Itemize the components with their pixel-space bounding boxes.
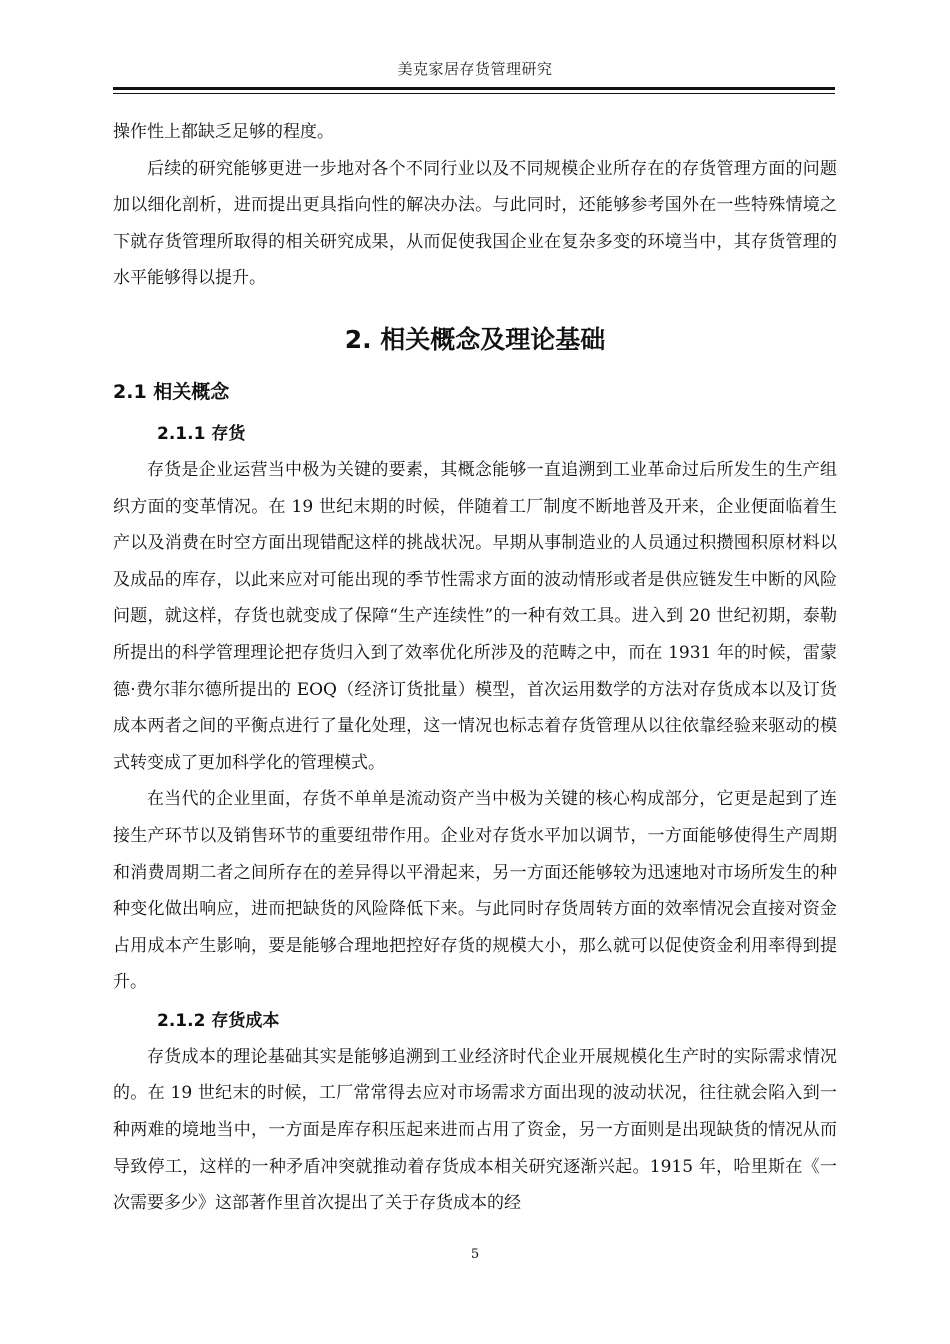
page-number: 5 <box>470 1247 480 1262</box>
page-body <box>113 114 837 1222</box>
header-rule-thick <box>113 87 835 90</box>
section-heading-2-1: 2.1 相关概念 <box>113 380 230 403</box>
header-rule-thin <box>113 93 835 94</box>
subsection-heading-2-1-2: 2.1.2 存货成本 <box>157 1010 280 1031</box>
paragraph-future-research: 后续的研究能够更进一步地对各个不同行业以及不同规模企业所存在的存货管理方面的问题加以细化剖析，进而提出更具指向性的解决办法。与此同时，还能够参考国外在一些特殊情境之下就存货管理所取得的相关研究成果，从而促使我国企业在复杂多变的环境当中，其存货管理的水平能够得以提升。 <box>113 158 837 289</box>
paragraph-inventory-history: 存货是企业运营当中极为关键的要素，其概念能够一直追溯到工业革命过后所发生的生产组织方面的变革情况。在 19 世纪末期的时候，伴随着工厂制度不断地普及开来，企业便面临着生产以及消费在时空方面出现错配这样的挑战状况。早期从事制造业的人员通过积攒囤积原材料以及成品的库存，以此来应对可能出现的季节性需求方面的波动情形或者是供应链发生中断的风险问题，就这样，存货也就变成了保障“生产连续性”的一种有效工具。进入到 20 世纪初期，泰勒所提出的科学管理理论把存货归入到了效率优化所涉及的范畴之中，而在 1931 年的时候，雷蒙德·费尔菲尔德所提出的 EOQ（经济订货批量）模型，首次运用数学的方法对存货成本以及订货成本两者之间的平衡点进行了量化处理，这一情况也标志着存货管理从以往依靠经验来驱动的模式转变成了更加科学化的管理模式。 <box>113 459 837 773</box>
running-header: 美克家居存货管理研究 <box>397 60 553 78</box>
paragraph-continuation: 操作性上都缺乏足够的程度。 <box>113 122 334 142</box>
chapter-heading: 2. 相关概念及理论基础 <box>344 324 606 354</box>
subsection-heading-2-1-1: 2.1.1 存货 <box>157 423 246 444</box>
paragraph-inventory-role: 在当代的企业里面，存货不单单是流动资产当中极为关键的核心构成部分，它更是起到了连接生产环节以及销售环节的重要纽带作用。企业对存货水平加以调节，一方面能够使得生产周期和消费周期二者之间所存在的差异得以平滑起来，另一方面还能够较为迅速地对市场所发生的种种变化做出响应，进而把缺货的风险降低下来。与此同时存货周转方面的效率情况会直接对资金占用成本产生影响，要是能够合理地把控好存货的规模大小，那么就可以促使资金利用率得到提升。 <box>113 789 837 993</box>
paragraph-inventory-cost: 存货成本的理论基础其实是能够追溯到工业经济时代企业开展规模化生产时的实际需求情况的。在 19 世纪末的时候，工厂常常得去应对市场需求方面出现的波动状况，往往就会陷入到一种两难的境地当中，一方面是库存积压起来进而占用了资金，另一方面则是出现缺货的情况从而导致停工，这样的一种矛盾冲突就推动着存货成本相关研究逐渐兴起。1915 年，哈里斯在《一次需要多少》这部著作里首次提出了关于存货成本的经 <box>113 1046 837 1214</box>
